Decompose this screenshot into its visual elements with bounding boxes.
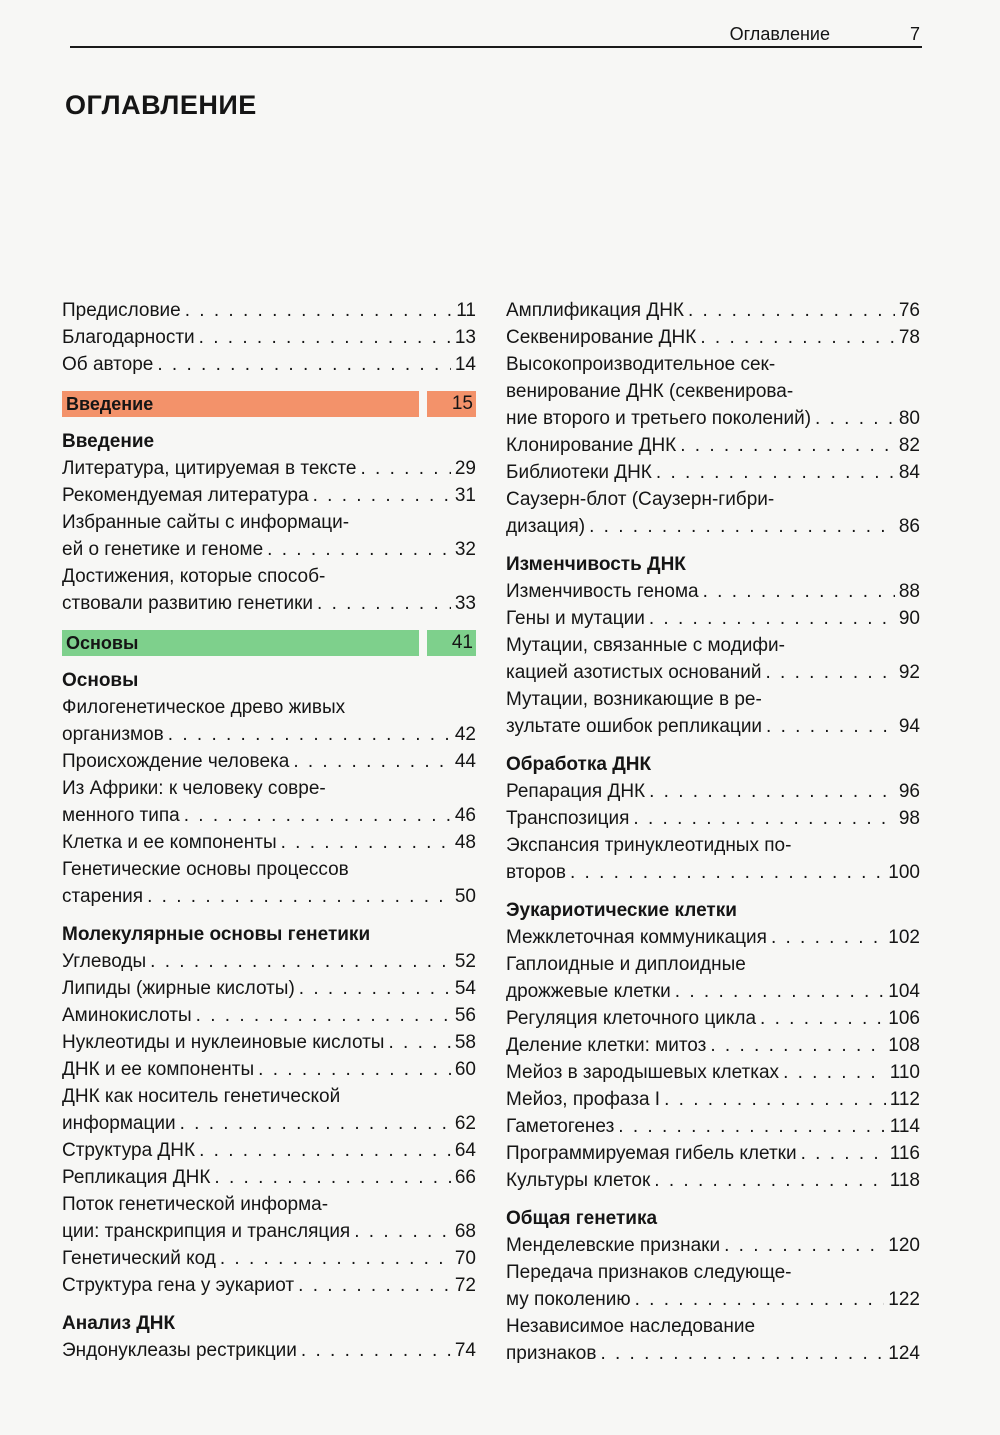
toc-entry-text: Происхождение человека	[62, 751, 290, 772]
dot-leader	[649, 778, 895, 805]
toc-entry-page: 44	[454, 751, 476, 772]
toc-entry-text: Нуклеотиды и нуклеиновые кислоты	[62, 1032, 385, 1053]
toc-entry-page: 94	[898, 716, 920, 737]
toc-entry-text: Репарация ДНК	[506, 781, 646, 802]
toc-entry[interactable]	[506, 1086, 920, 1113]
dot-leader	[196, 1002, 451, 1029]
toc-entry[interactable]	[506, 605, 920, 632]
toc-entry[interactable]	[506, 1140, 920, 1167]
toc-heading-molecular: Молекулярные основы генетики	[62, 924, 371, 945]
toc-entry[interactable]	[506, 1313, 920, 1367]
toc-entry-page: 104	[888, 981, 920, 1002]
toc-entry-page: 66	[454, 1167, 476, 1188]
toc-entry-text: Благодарности	[62, 327, 195, 348]
toc-entry-text: ДНК как носитель генетической	[62, 1086, 341, 1107]
toc-entry-text: Амплификация ДНК	[506, 300, 684, 321]
toc-entry-text: Литература, цитируемая в тексте	[62, 458, 357, 479]
section-bar-page: 15	[427, 391, 476, 417]
toc-entry-text: организмов	[62, 724, 164, 745]
toc-entry[interactable]	[62, 948, 476, 975]
dot-leader	[760, 1005, 884, 1032]
toc-entry-page: 112	[889, 1089, 920, 1110]
toc-entry-text: Из Африки: к человеку совре-	[62, 778, 326, 799]
toc-entry-text: Мутации, связанные с модифи-	[506, 635, 785, 656]
toc-entry-page: 52	[454, 951, 476, 972]
toc-entry[interactable]	[506, 924, 920, 951]
toc-entry[interactable]	[62, 856, 476, 910]
toc-left-column	[62, 297, 476, 1364]
toc-heading-dna-analysis: Анализ ДНК	[62, 1313, 176, 1334]
toc-entry-text: ствовали развитию генетики	[62, 593, 314, 614]
toc-group-dna-analysis-continued	[506, 297, 920, 540]
dot-leader	[388, 1029, 450, 1056]
toc-entry-text: Библиотеки ДНК	[506, 462, 652, 483]
dot-leader	[281, 829, 451, 856]
dot-leader	[570, 859, 884, 886]
toc-entry[interactable]	[62, 1164, 476, 1191]
toc-entry-page: 14	[454, 354, 476, 375]
section-bar-label: Основы	[62, 630, 419, 656]
dot-leader	[815, 405, 895, 432]
dot-leader	[589, 513, 895, 540]
toc-heading-introduction: Введение	[62, 431, 155, 452]
toc-entry[interactable]	[62, 351, 476, 378]
toc-entry-text: ей о генетике и геноме	[62, 539, 264, 560]
toc-entry-text: Экспансия тринуклеотидных по-	[506, 835, 792, 856]
toc-entry-text: Секвенирование ДНК	[506, 327, 697, 348]
toc-entry-text: Передача признаков следующе-	[506, 1262, 792, 1283]
toc-entry-page: 32	[454, 539, 476, 560]
dot-leader	[157, 351, 450, 378]
toc-entry-page: 96	[898, 781, 920, 802]
toc-entry[interactable]	[62, 1029, 476, 1056]
toc-entry-page: 62	[454, 1113, 476, 1134]
toc-entry-text: Углеводы	[62, 951, 147, 972]
toc-entry-text: ции: транскрипция и трансляция	[62, 1221, 351, 1242]
toc-entry-text: Гаплоидные и диплоидные	[506, 954, 746, 975]
toc-entry[interactable]	[62, 1056, 476, 1083]
toc-entry-text: Об авторе	[62, 354, 154, 375]
dot-leader	[199, 1137, 451, 1164]
toc-entry-page: 124	[888, 1343, 920, 1364]
toc-heading-dna-processing: Обработка ДНК	[506, 754, 652, 775]
toc-entry[interactable]	[62, 509, 476, 563]
dot-leader	[618, 1113, 885, 1140]
toc-entry[interactable]	[506, 951, 920, 1005]
toc-entry[interactable]	[62, 1137, 476, 1164]
toc-entry-page: 98	[898, 808, 920, 829]
dot-leader	[801, 1140, 886, 1167]
toc-entry[interactable]	[506, 832, 920, 886]
toc-entry[interactable]	[62, 975, 476, 1002]
toc-entry-text: Избранные сайты с информаци-	[62, 512, 350, 533]
toc-entry-text: Транспозиция	[506, 808, 630, 829]
toc-entry-page: 88	[898, 581, 920, 602]
toc-entry-text: Генетический код	[62, 1248, 216, 1269]
toc-entry-text: Мейоз в зародышевых клетках	[506, 1062, 780, 1083]
toc-entry-page: 31	[454, 485, 476, 506]
dot-leader	[199, 324, 451, 351]
toc-entry[interactable]	[506, 1113, 920, 1140]
toc-entry-page: 76	[898, 300, 920, 321]
dot-leader	[354, 1218, 451, 1245]
toc-entry[interactable]	[506, 805, 920, 832]
toc-entry-text: кацией азотистых оснований	[506, 662, 762, 683]
toc-entry-page: 50	[454, 886, 476, 907]
toc-entry-text: Аминокислоты	[62, 1005, 192, 1026]
toc-entry[interactable]	[62, 748, 476, 775]
toc-entry-text: Мейоз, профаза I	[506, 1089, 661, 1110]
dot-leader	[298, 1272, 451, 1299]
toc-entry[interactable]	[62, 455, 476, 482]
dot-leader	[600, 1340, 884, 1367]
dot-leader	[703, 578, 895, 605]
toc-entry-text: зультате ошибок репликации	[506, 716, 763, 737]
toc-group-dna-variability	[506, 578, 920, 740]
section-bar-label: Введение	[62, 391, 419, 417]
toc-entry[interactable]	[62, 563, 476, 617]
toc-entry[interactable]	[506, 1232, 920, 1259]
toc-entry-text: Поток генетической информа-	[62, 1194, 329, 1215]
dot-leader	[766, 659, 895, 686]
toc-entry-page: 108	[888, 1035, 920, 1056]
toc-entry-text: Программируемая гибель клетки	[506, 1143, 797, 1164]
toc-entry-page: 90	[898, 608, 920, 629]
toc-group-general-genetics	[506, 1232, 920, 1367]
toc-entry-page: 70	[454, 1248, 476, 1269]
page-number: 7	[909, 24, 920, 44]
toc-entry[interactable]	[506, 486, 920, 540]
toc-entry[interactable]	[506, 1005, 920, 1032]
toc-group-basics	[62, 694, 476, 910]
toc-entry-text: ние второго и третьего поколений)	[506, 408, 812, 429]
toc-entry-page: 92	[898, 662, 920, 683]
dot-leader	[301, 1337, 451, 1364]
toc-entry[interactable]	[62, 297, 476, 324]
toc-entry[interactable]	[62, 694, 476, 748]
section-bar-basics[interactable]	[62, 630, 476, 656]
toc-entry[interactable]	[506, 324, 920, 351]
section-bar-introduction[interactable]	[62, 391, 476, 417]
dot-leader	[771, 924, 884, 951]
toc-entry-page: 100	[888, 862, 920, 883]
toc-entry-text: Регуляция клеточного цикла	[506, 1008, 757, 1029]
dot-leader	[766, 713, 895, 740]
dot-leader	[710, 1032, 884, 1059]
toc-entry-page: 74	[454, 1340, 476, 1361]
dot-leader	[649, 605, 895, 632]
dot-leader	[688, 297, 895, 324]
toc-entry-text: Клонирование ДНК	[506, 435, 677, 456]
toc-entry-text: Филогенетическое древо живых	[62, 697, 346, 718]
toc-entry[interactable]	[506, 1259, 920, 1313]
toc-entry-page: 11	[456, 300, 476, 321]
toc-entry-page: 54	[454, 978, 476, 999]
dot-leader	[168, 721, 451, 748]
toc-group-dna-processing	[506, 778, 920, 886]
dot-leader	[360, 455, 450, 482]
toc-entry-text: Мутации, возникающие в ре-	[506, 689, 762, 710]
toc-entry-page: 58	[454, 1032, 476, 1053]
toc-entry-page: 42	[454, 724, 476, 745]
toc-entry[interactable]	[62, 775, 476, 829]
dot-leader	[783, 1059, 886, 1086]
dot-leader	[150, 948, 451, 975]
toc-entry-text: Достижения, которые способ-	[62, 566, 326, 587]
toc-entry-page: 46	[454, 805, 476, 826]
toc-entry-page: 120	[888, 1235, 920, 1256]
dot-leader	[258, 1056, 451, 1083]
toc-entry[interactable]	[62, 482, 476, 509]
toc-entry-page: 60	[454, 1059, 476, 1080]
dot-leader	[299, 975, 451, 1002]
toc-entry-page: 82	[898, 435, 920, 456]
toc-group-introduction	[62, 455, 476, 617]
toc-entry-page: 72	[454, 1275, 476, 1296]
toc-entry[interactable]	[506, 459, 920, 486]
dot-leader	[700, 324, 895, 351]
toc-entry-text: Межклеточная коммуникация	[506, 927, 767, 948]
dot-leader	[654, 1167, 885, 1194]
dot-leader	[147, 883, 451, 910]
running-header	[70, 22, 922, 48]
toc-entry-text: Гаметогенез	[506, 1116, 615, 1137]
page-title: ОГЛАВЛЕНИЕ	[65, 90, 257, 120]
toc-entry-text: Культуры клеток	[506, 1170, 651, 1191]
dot-leader	[724, 1232, 884, 1259]
toc-entry[interactable]	[506, 578, 920, 605]
toc-entry-page: 118	[889, 1170, 920, 1191]
toc-entry-page: 48	[454, 832, 476, 853]
toc-entry-text: Липиды (жирные кислоты)	[62, 978, 295, 999]
toc-entry[interactable]	[62, 324, 476, 351]
toc-entry[interactable]	[506, 686, 920, 740]
toc-entry[interactable]	[62, 1245, 476, 1272]
toc-entry[interactable]	[62, 1191, 476, 1245]
toc-entry-text: Клетка и ее компоненты	[62, 832, 277, 853]
toc-entry[interactable]	[62, 1337, 476, 1364]
toc-entry-page: 33	[454, 593, 476, 614]
toc-entry-text: менного типа	[62, 805, 180, 826]
toc-heading-eukaryotic-cells: Эукариотические клетки	[506, 900, 737, 921]
toc-entry-text: Репликация ДНК	[62, 1167, 211, 1188]
toc-entry-page: 80	[898, 408, 920, 429]
toc-entry[interactable]	[506, 632, 920, 686]
toc-entry-text: Эндонуклеазы рестрикции	[62, 1340, 297, 1361]
toc-entry[interactable]	[62, 1272, 476, 1299]
toc-entry-text: Менделевские признаки	[506, 1235, 721, 1256]
dot-leader	[180, 1110, 451, 1137]
toc-group-front	[62, 297, 476, 378]
toc-entry-page: 114	[889, 1116, 920, 1137]
toc-entry[interactable]	[506, 1032, 920, 1059]
toc-entry[interactable]	[506, 1059, 920, 1086]
toc-entry-text: Высокопроизводительное сек-	[506, 354, 776, 375]
toc-entry-text: Структура гена у эукариот	[62, 1275, 295, 1296]
toc-entry-text: информации	[62, 1113, 176, 1134]
toc-entry-page: 122	[888, 1289, 920, 1310]
toc-heading-basics: Основы	[62, 670, 139, 691]
toc-entry-text: Независимое наследование	[506, 1316, 756, 1337]
toc-entry-text: дизация)	[506, 516, 586, 537]
dot-leader	[184, 802, 451, 829]
toc-entry-page: 68	[454, 1221, 476, 1242]
toc-entry-page: 86	[898, 516, 920, 537]
dot-leader	[185, 297, 453, 324]
toc-group-dna-analysis	[62, 1337, 476, 1364]
toc-entry-text: Изменчивость генома	[506, 581, 699, 602]
toc-entry-text: Предисловие	[62, 300, 181, 321]
dot-leader	[635, 1286, 885, 1313]
toc-entry-text: Деление клетки: митоз	[506, 1035, 707, 1056]
dot-leader	[675, 978, 885, 1005]
toc-heading-dna-variability: Изменчивость ДНК	[506, 554, 686, 575]
toc-entry-page: 106	[888, 1008, 920, 1029]
toc-entry-text: старения	[62, 886, 144, 907]
toc-entry-text: ДНК и ее компоненты	[62, 1059, 255, 1080]
dot-leader	[656, 459, 895, 486]
toc-entry[interactable]	[506, 1167, 920, 1194]
toc-entry-text: Саузерн-блот (Саузерн-гибри-	[506, 489, 775, 510]
toc-entry-text: Гены и мутации	[506, 608, 645, 629]
dot-leader	[317, 590, 451, 617]
toc-entry-page: 29	[454, 458, 476, 479]
toc-entry[interactable]	[62, 1083, 476, 1137]
toc-entry-page: 64	[454, 1140, 476, 1161]
dot-leader	[680, 432, 895, 459]
toc-entry[interactable]	[506, 351, 920, 432]
toc-entry[interactable]	[62, 829, 476, 856]
toc-entry-page: 56	[454, 1005, 476, 1026]
toc-entry-text: Генетические основы процессов	[62, 859, 349, 880]
toc-entry-page: 116	[889, 1143, 920, 1164]
toc-entry[interactable]	[62, 1002, 476, 1029]
toc-group-molecular	[62, 948, 476, 1299]
toc-entry-text: Рекомендуемая литература	[62, 485, 309, 506]
dot-leader	[214, 1164, 450, 1191]
toc-entry[interactable]	[506, 297, 920, 324]
toc-right-column	[506, 297, 920, 1367]
toc-entry-page: 84	[898, 462, 920, 483]
toc-entry-page: 78	[898, 327, 920, 348]
toc-entry-page: 102	[888, 927, 920, 948]
toc-entry-text: второв	[506, 862, 566, 883]
dot-leader	[664, 1086, 886, 1113]
toc-heading-general-genetics: Общая генетика	[506, 1208, 658, 1229]
running-title: Оглавление	[729, 24, 830, 44]
toc-entry[interactable]	[506, 432, 920, 459]
toc-entry[interactable]	[506, 778, 920, 805]
toc-entry-text: Структура ДНК	[62, 1140, 196, 1161]
dot-leader	[313, 482, 451, 509]
toc-entry-text: дрожжевые клетки	[506, 981, 671, 1002]
dot-leader	[267, 536, 451, 563]
toc-entry-text: признаков	[506, 1343, 597, 1364]
toc-entry-text: му поколению	[506, 1289, 631, 1310]
toc-group-eukaryotic-cells	[506, 924, 920, 1194]
dot-leader	[293, 748, 451, 775]
toc-entry-page: 110	[889, 1062, 920, 1083]
toc-entry-text: венирование ДНК (секвенирова-	[506, 381, 794, 402]
dot-leader	[220, 1245, 451, 1272]
section-bar-page: 41	[427, 630, 476, 656]
toc-entry-page: 13	[454, 327, 476, 348]
dot-leader	[633, 805, 894, 832]
